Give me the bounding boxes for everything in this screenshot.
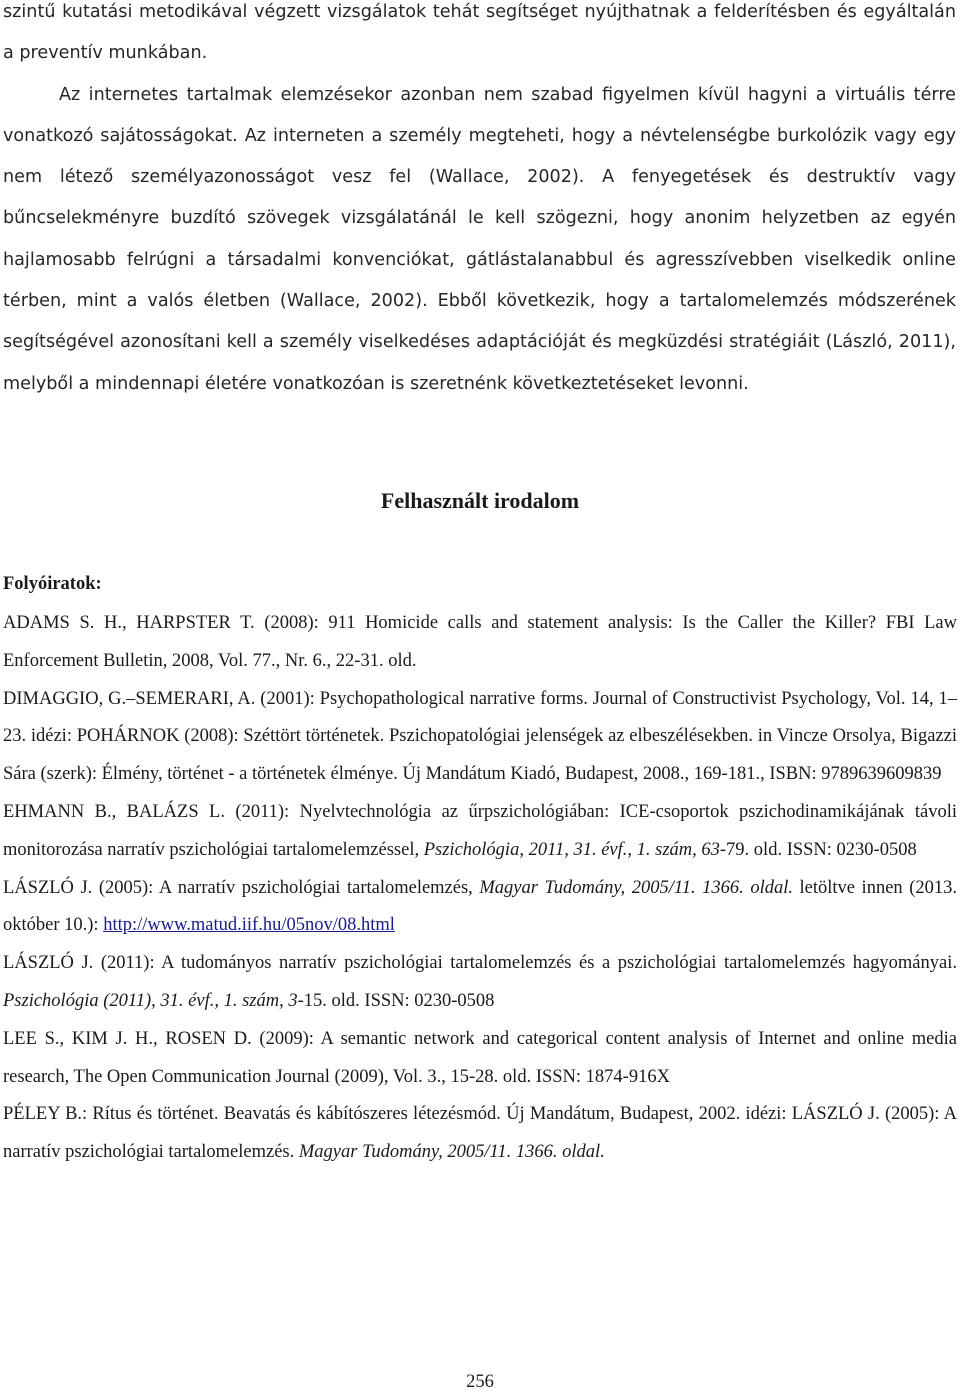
reference-list	[3, 605, 957, 1172]
reference-text: LÁSZLÓ J. (2005): A narratív pszichológiai tartalomelemzés,	[3, 877, 480, 898]
reference-text: PÉLEY B.: Rítus és történet. Beavatás és kábítószeres létezésmód. Új Mandátum, Budapest, 2002. idézi: LÁSZLÓ J. (2005): A narratív pszichológiai tartalomelemzés.	[3, 1104, 957, 1163]
reference-link[interactable]: http://www.matud.iif.hu/05nov/08.html	[103, 915, 395, 936]
reference-item	[3, 1021, 957, 1097]
reference-text: letöltve innen (2013. október 10.):	[3, 877, 957, 936]
reference-item	[3, 681, 957, 794]
reference-item	[3, 1096, 957, 1172]
reference-journal: Pszichológia, 2011, 31. évf., 1. szám, 63	[423, 839, 720, 860]
reference-item	[3, 794, 957, 870]
reference-text: LEE S., KIM J. H., ROSEN D. (2009): A semantic network and categorical content analysis of Internet and online media research, The Open Communication Journal (2009), Vol. 3., 15-28. old. ISSN: 1874-916X	[3, 1028, 957, 1087]
reference-item	[3, 945, 957, 1021]
paragraph-continuation: szintű kutatási metodikával végzett vizsgálatok tehát segítséget nyújthatnak a felderítésben és egyáltalán a preventív munkában.	[3, 2, 956, 64]
references-heading: Felhasznált irodalom	[380, 488, 580, 513]
reference-text: -15. old. ISSN: 0230-0508	[297, 990, 495, 1011]
reference-journal: Pszichológia (2011), 31. évf., 1. szám, 3	[3, 990, 298, 1011]
reference-text: LÁSZLÓ J. (2011): A tudományos narratív pszichológiai tartalomelemzés és a pszichológiai tartalomelemzés hagyományai.	[3, 953, 957, 974]
reference-text: ADAMS S. H., HARPSTER T. (2008): 911 Homicide calls and statement analysis: Is the Caller the Killer? FBI Law Enforcement Bulletin, 2008, Vol. 77., Nr. 6., 22-31. old.	[3, 613, 957, 671]
page-number: 256	[466, 1372, 494, 1392]
reference-text: EHMANN B., BALÁZS L. (2011): Nyelvtechnológia az űrpszichológiában: ICE-csoportok pszichodinamikájának távoli monitorozása narratív pszichológiai tartalomelemzéssel,	[3, 801, 957, 860]
reference-journal: Magyar Tudomány, 2005/11. 1366. oldal.	[298, 1142, 605, 1163]
reference-item	[3, 870, 957, 946]
journals-subheading: Folyóiratok:	[3, 574, 102, 594]
body-text	[3, 0, 956, 405]
reference-item	[3, 605, 957, 681]
reference-text: -79. old. ISSN: 0230-0508	[719, 839, 917, 860]
reference-journal: Magyar Tudomány, 2005/11. 1366. oldal.	[479, 877, 793, 898]
reference-text: DIMAGGIO, G.–SEMERARI, A. (2001): Psychopathological narrative forms. Journal of Constructivist Psychology, Vol. 14, 1–23. idézi: POHÁRNOK (2008): Széttört történetek. Pszichopatológiai jelenségek az elbeszélésekben. in Vincze Orsolya, Bigazzi Sára (szerk): Élmény, történet - a történetek élménye. Új Mandátum Kiadó, Budapest, 2008., 169-181., ISBN: 9789639609839	[3, 688, 957, 785]
paragraph-main: Az internetes tartalmak elemzésekor azonban nem szabad figyelmen kívül hagyni a virtuális térre vonatkozó sajátosságokat. Az interneten a személy megteheti, hogy a névtelenségbe burkolózik vagy egy nem létező személyazonosságot vesz fel (Wallace, 2002). A fenyegetések és destruktív vagy bűncselekményre buzdító szövegek vizsgálatánál le kell szögezni, hogy anonim helyzetben az egyén hajlamosabb felrúgni a társadalmi konvenciókat, gátlástalanabbul és agresszívebben viselkedik online térben, mint a valós életben (Wallace, 2002). Ebből következik, hogy a tartalomelemzés módszerének segítségével azonosítani kell a személy viselkedéses adaptációját és megküzdési stratégiáit (László, 2011), melyből a mindennapi életére vonatkozóan is szeretnénk következtetéseket levonni.	[3, 84, 956, 394]
